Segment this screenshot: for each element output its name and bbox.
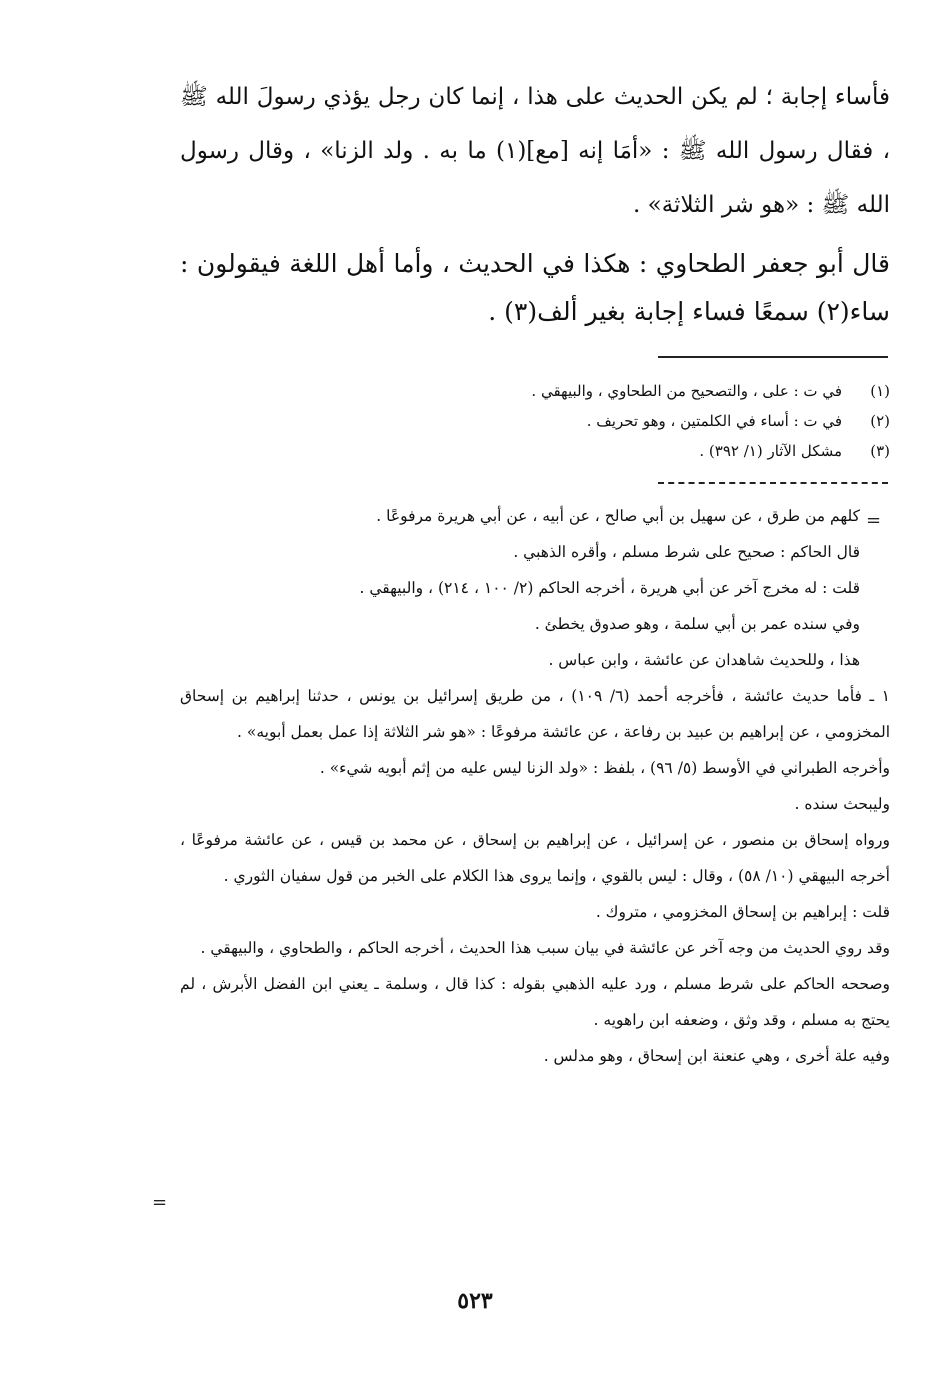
footnote-separator: [658, 356, 888, 358]
note-line: قال الحاكم : صحيح على شرط مسلم ، وأقره الذهبي .: [513, 543, 860, 561]
footnote-number: (٢): [870, 412, 890, 430]
notes-separator: [658, 482, 888, 484]
footnote-item: [300, 376, 890, 406]
page-number: ٥٢٣: [457, 1288, 493, 1314]
main-paragraph-2: قال أبو جعفر الطحاوي : هكذا في الحديث ، وأما أهل اللغة فيقولون : ساء(٢) سمعًا فساء إجابة بغير ألف(٣) .: [180, 249, 890, 326]
note-line: ورواه إسحاق بن منصور ، عن إسرائيل ، عن إبراهيم بن إسحاق ، عن محمد بن قيس ، عن عائشة مرفوعًا ، أخرجه البيهقي (١٠/ ٥٨) ، وقال : ليس بالقوي ، وإنما يروى هذا الكلام على الخبر من قول سفيان الثوري .: [180, 831, 890, 885]
footnote-text: في ت : على ، والتصحيح من الطحاوي ، والبيهقي .: [531, 382, 842, 400]
footnote-number: (١): [870, 382, 890, 400]
note-line: ١ ـ فأما حديث عائشة ، فأخرجه أحمد (٦/ ١٠٩) ، من طريق إسرائيل بن يونس ، حدثنا إبراهيم بن إسحاق المخزومي ، عن إبراهيم بن عبيد بن رفاعة ، عن عائشة مرفوعًا : «هو شر الثلاثة إذا عمل بعمل أبويه» .: [180, 687, 890, 741]
footnote-item: [300, 436, 890, 466]
note-line: وصححه الحاكم على شرط مسلم ، ورد عليه الذهبي بقوله : كذا قال ، وسلمة ـ يعني ابن الفضل الأبرش ، لم يحتج به مسلم ، وقد وثق ، وضعفه ابن راهويه .: [180, 975, 890, 1029]
note-line: وقد روي الحديث من وجه آخر عن عائشة في بيان سبب هذا الحديث ، أخرجه الحاكم ، والطحاوي ، والبيهقي .: [200, 939, 890, 957]
footnote-text: مشكل الآثار (١/ ٣٩٢) .: [699, 442, 842, 460]
note-line: قلت : له مخرج آخر عن أبي هريرة ، أخرجه الحاكم (٢/ ١٠٠ ، ٢١٤) ، والبيهقي .: [359, 579, 860, 597]
note-line: كلهم من طرق ، عن سهيل بن أبي صالح ، عن أبيه ، عن أبي هريرة مرفوعًا .: [376, 507, 860, 525]
footnote-list: [300, 376, 890, 466]
note-line: وليبحث سنده .: [794, 795, 890, 813]
main-paragraph-1: فأساء إجابة ؛ لم يكن الحديث على هذا ، إنما كان رجل يؤذي رسولَ الله ﷺ ، فقال رسول الله ﷺ : «أمَا إنه [مع](١) ما به . ولد الزنا» ، وقال رسول الله ﷺ : «هو شر الثلاثة» .: [180, 84, 890, 218]
note-line: وفيه علة أخرى ، وهي عنعنة ابن إسحاق ، وهو مدلس .: [543, 1047, 890, 1065]
note-line: هذا ، وللحديث شاهدان عن عائشة ، وابن عباس .: [548, 651, 860, 669]
continuation-marker-bottom: =: [152, 1192, 168, 1213]
continuation-marker-top: =: [866, 510, 882, 531]
note-line: وفي سنده عمر بن أبي سلمة ، وهو صدوق يخطئ .: [534, 615, 860, 633]
footnote-item: [300, 406, 890, 436]
note-line: قلت : إبراهيم بن إسحاق المخزومي ، متروك .: [595, 903, 890, 921]
commentary-notes: [180, 498, 890, 1074]
footnote-number: (٣): [870, 442, 890, 460]
note-line: وأخرجه الطبراني في الأوسط (٥/ ٩٦) ، بلفظ : «ولد الزنا ليس عليه من إثم أبويه شيء» .: [319, 759, 890, 777]
footnote-text: في ت : أساء في الكلمتين ، وهو تحريف .: [586, 412, 842, 430]
